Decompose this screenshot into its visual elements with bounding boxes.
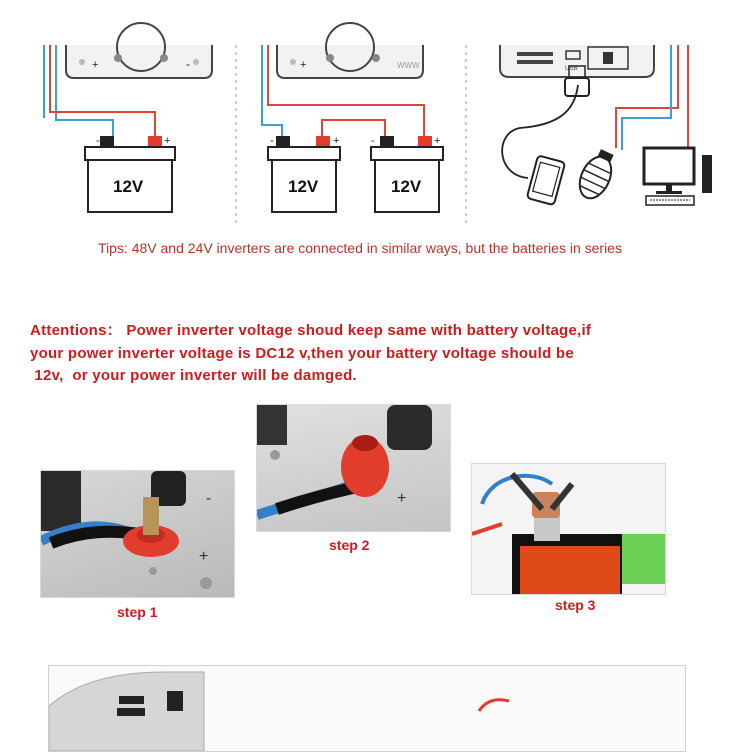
phone-icon [527, 155, 565, 205]
step3-illustration [472, 464, 665, 594]
battery1-plus: + [164, 135, 171, 147]
battery3-minus: - [371, 135, 375, 147]
svg-text:+: + [397, 490, 407, 507]
step2-photo [256, 404, 451, 532]
attention-line-2: your power inverter voltage is DC12 v,then your battery voltage should be [30, 344, 574, 362]
battery3-voltage: 12V [391, 177, 422, 196]
inverter2-socket-text: WWW [397, 61, 420, 70]
battery1-minus: - [96, 135, 100, 147]
attention-text [30, 320, 591, 388]
step2-label: step 2 [329, 537, 370, 553]
tips-text: Tips: 48V and 24V inverters are connected in similar ways, but the batteries in series [98, 240, 622, 256]
battery-2 [268, 135, 340, 212]
step3-photo [471, 463, 666, 595]
battery2-minus: - [270, 135, 274, 147]
inverter1-plus: + [92, 59, 99, 71]
battery1-voltage: 12V [113, 177, 144, 196]
battery-3 [371, 135, 443, 212]
step1-label: step 1 [117, 604, 158, 620]
battery2-voltage: 12V [288, 177, 319, 196]
inverter-1 [66, 23, 212, 78]
wiring-diagram [0, 0, 750, 230]
step1-illustration [41, 471, 234, 597]
inverter1-minus: - [186, 57, 190, 71]
bottom-illustration [49, 666, 685, 751]
inverter2-plus: + [300, 59, 307, 71]
step3-label: step 3 [555, 597, 596, 613]
inverter-3 [500, 45, 654, 77]
computer-icon [644, 148, 712, 205]
svg-text:-: - [206, 490, 212, 507]
step1-photo [40, 470, 235, 598]
usb-label: USB [565, 66, 578, 72]
bulb-icon [573, 146, 620, 203]
battery-1 [85, 135, 175, 212]
attention-line-3: 12v, or your power inverter will be damged. [30, 367, 357, 384]
battery3-plus: + [434, 135, 441, 147]
attention-line-1: Attentions： Power inverter voltage shoud keep same with battery voltage,if [30, 322, 592, 339]
svg-text:+: + [199, 548, 209, 565]
battery2-plus: + [333, 135, 340, 147]
step2-illustration [257, 405, 450, 531]
bottom-inverter-photo [48, 665, 686, 752]
